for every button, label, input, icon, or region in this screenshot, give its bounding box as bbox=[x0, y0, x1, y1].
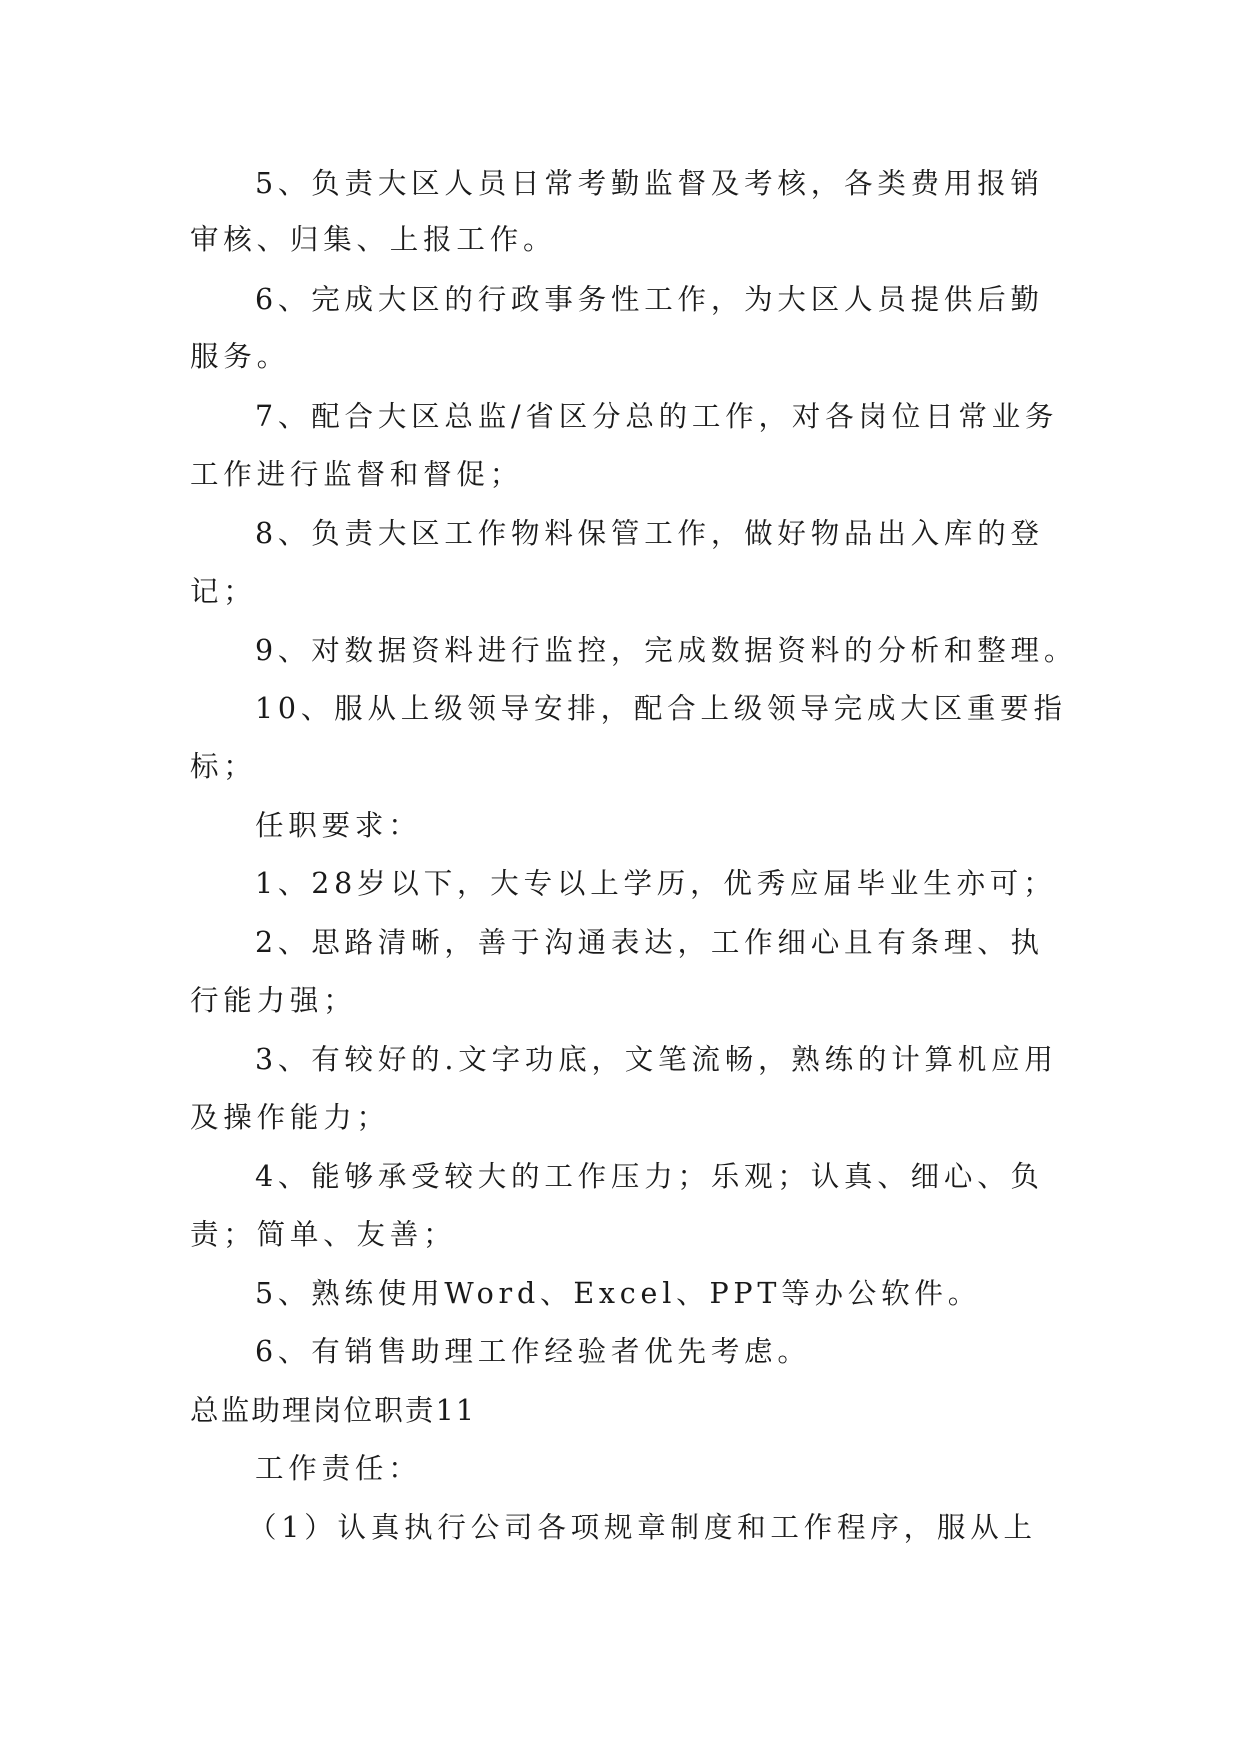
text-line: 行能力强； bbox=[190, 984, 357, 1017]
text-line: （1）认真执行公司各项规章制度和工作程序，服从上 bbox=[248, 1511, 1037, 1544]
text-line: 6、有销售助理工作经验者优先考虑。 bbox=[255, 1335, 811, 1368]
text-line: 审核、归集、上报工作。 bbox=[190, 223, 557, 256]
text-line: 标； bbox=[190, 750, 257, 783]
text-line: 7、配合大区总监/省区分总的工作，对各岗位日常业务 bbox=[255, 400, 1059, 433]
text-line: 10、服从上级领导安排，配合上级领导完成大区重要指 bbox=[255, 692, 1067, 725]
section-heading: 工作责任： bbox=[255, 1452, 422, 1485]
text-line: 服务。 bbox=[190, 340, 290, 373]
text-line: 责；简单、友善； bbox=[190, 1218, 457, 1251]
text-line: 3、有较好的.文字功底，文笔流畅，熟练的计算机应用 bbox=[255, 1043, 1058, 1076]
text-line: 5、熟练使用Word、Excel、PPT等办公软件。 bbox=[255, 1277, 982, 1310]
section-heading: 任职要求： bbox=[255, 809, 422, 842]
text-line: 4、能够承受较大的工作压力；乐观；认真、细心、负 bbox=[255, 1160, 1044, 1193]
section-title: 总监助理岗位职责11 bbox=[190, 1394, 477, 1427]
text-line: 8、负责大区工作物料保管工作，做好物品出入库的登 bbox=[255, 517, 1044, 550]
text-line: 5、负责大区人员日常考勤监督及考核，各类费用报销 bbox=[255, 167, 1044, 200]
text-line: 9、对数据资料进行监控，完成数据资料的分析和整理。 bbox=[255, 634, 1078, 667]
text-line: 记； bbox=[190, 575, 257, 608]
text-line: 1、28岁以下，大专以上学历，优秀应届毕业生亦可； bbox=[255, 867, 1057, 900]
text-line: 及操作能力； bbox=[190, 1101, 390, 1134]
text-line: 6、完成大区的行政事务性工作，为大区人员提供后勤 bbox=[255, 283, 1044, 316]
text-line: 工作进行监督和督促； bbox=[190, 458, 524, 491]
text-line: 2、思路清晰，善于沟通表达，工作细心且有条理、执 bbox=[255, 926, 1044, 959]
